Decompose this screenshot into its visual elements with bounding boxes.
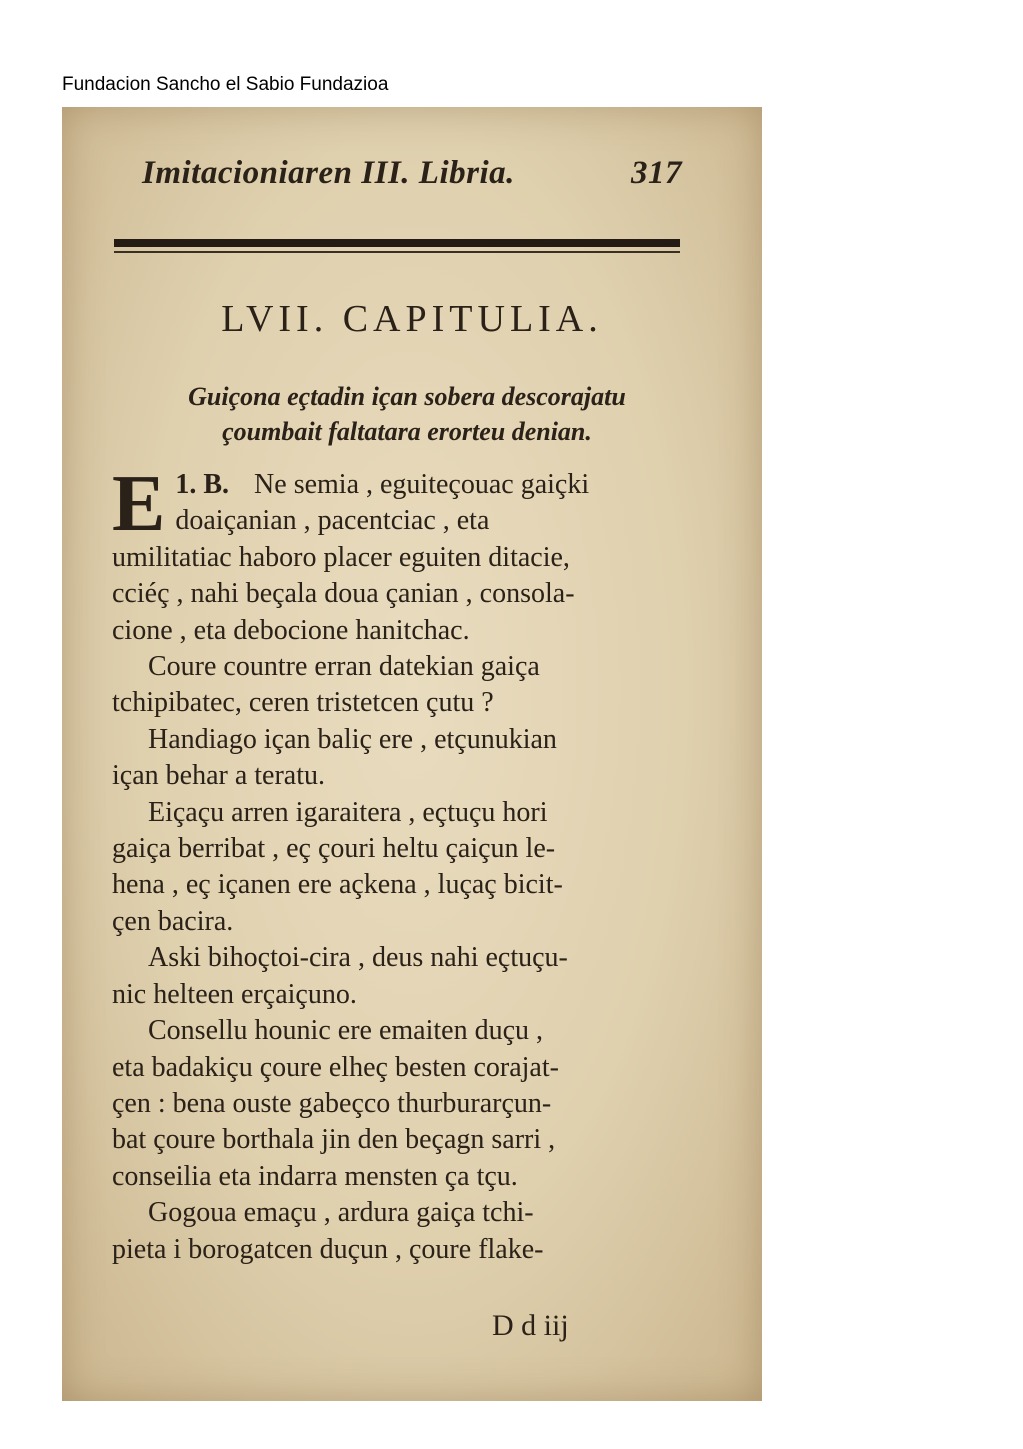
chapter-title: LVII. CAPITULIA. (221, 298, 603, 340)
body-text (112, 460, 702, 1268)
paragraph (112, 649, 702, 722)
text-line: çen bacira. (112, 905, 234, 937)
verse-number: 1. B. (175, 469, 230, 500)
summary-line: çoumbait faltatara erorteu denian. (222, 417, 592, 446)
text-line: eta badakiçu çoure elheç besten corajat- (112, 1051, 559, 1083)
text-line: Consellu hounic ere emaiten duçu , (148, 1015, 543, 1047)
page-number: 317 (631, 155, 682, 191)
drop-cap: E (112, 460, 166, 548)
text-line: Coure countre erran datekian gaiça (148, 651, 540, 683)
text-line: nic helteen erçaiçuno. (112, 978, 357, 1010)
source-header: Fundacion Sancho el Sabio Fundazioa (62, 74, 389, 95)
text-line: bat çoure borthala jin den beçagn sarri , (112, 1124, 556, 1156)
text-line: çen : bena ouste gabeçco thurburarçun- (112, 1087, 552, 1119)
text-line: hena , eç içanen ere açkena , luçaç bicit- (112, 869, 563, 901)
text-line: cciéç , nahi beçala doua çanian , consola- (112, 578, 575, 610)
text-line: Gogoua emaçu , ardura gaiça tchi- (148, 1197, 534, 1229)
text-line: Handiago içan baliç ere , etçunukian (148, 723, 557, 755)
text-line: Aski bihoçtoi-cira , deus nahi eçtuçu- (148, 942, 568, 974)
running-head-title: Imitacioniaren III. Libria. (142, 155, 515, 191)
text-line: tchipibatec, ceren tristetcen çutu ? (112, 687, 494, 719)
paragraph (112, 1013, 702, 1195)
chapter-summary (112, 379, 702, 449)
paragraph (112, 722, 702, 795)
paragraph (112, 460, 702, 649)
text-line: umilitatiac haboro placer eguiten ditacie, (112, 541, 570, 573)
text-line: içan behar a teratu. (112, 760, 325, 792)
paragraph (112, 1195, 702, 1268)
summary-line: Guiçona eçtadin içan sobera descorajatu (188, 382, 626, 411)
text-line: Ne semia , eguiteçouac gaiçki (254, 469, 590, 500)
header-rule (114, 239, 680, 247)
text-line: gaiça berribat , eç çouri heltu çaiçun le- (112, 833, 556, 865)
text-line: Eiçaçu arren igaraitera , eçtuçu hori (148, 796, 548, 828)
text-line: conseilia eta indarra mensten ça tçu. (112, 1160, 518, 1192)
paragraph (112, 795, 702, 941)
text-line: doaiçanian , pacentciac , eta (175, 505, 490, 537)
text-line: cione , eta debocione hanitchac. (112, 614, 470, 646)
paragraph (112, 940, 702, 1013)
header-rule-thin (114, 251, 680, 253)
text-line: pieta i borogatcen duçun , çoure flake- (112, 1233, 544, 1265)
running-head (142, 155, 682, 192)
scanned-page (62, 107, 762, 1401)
signature-mark: D d iij (492, 1309, 569, 1342)
